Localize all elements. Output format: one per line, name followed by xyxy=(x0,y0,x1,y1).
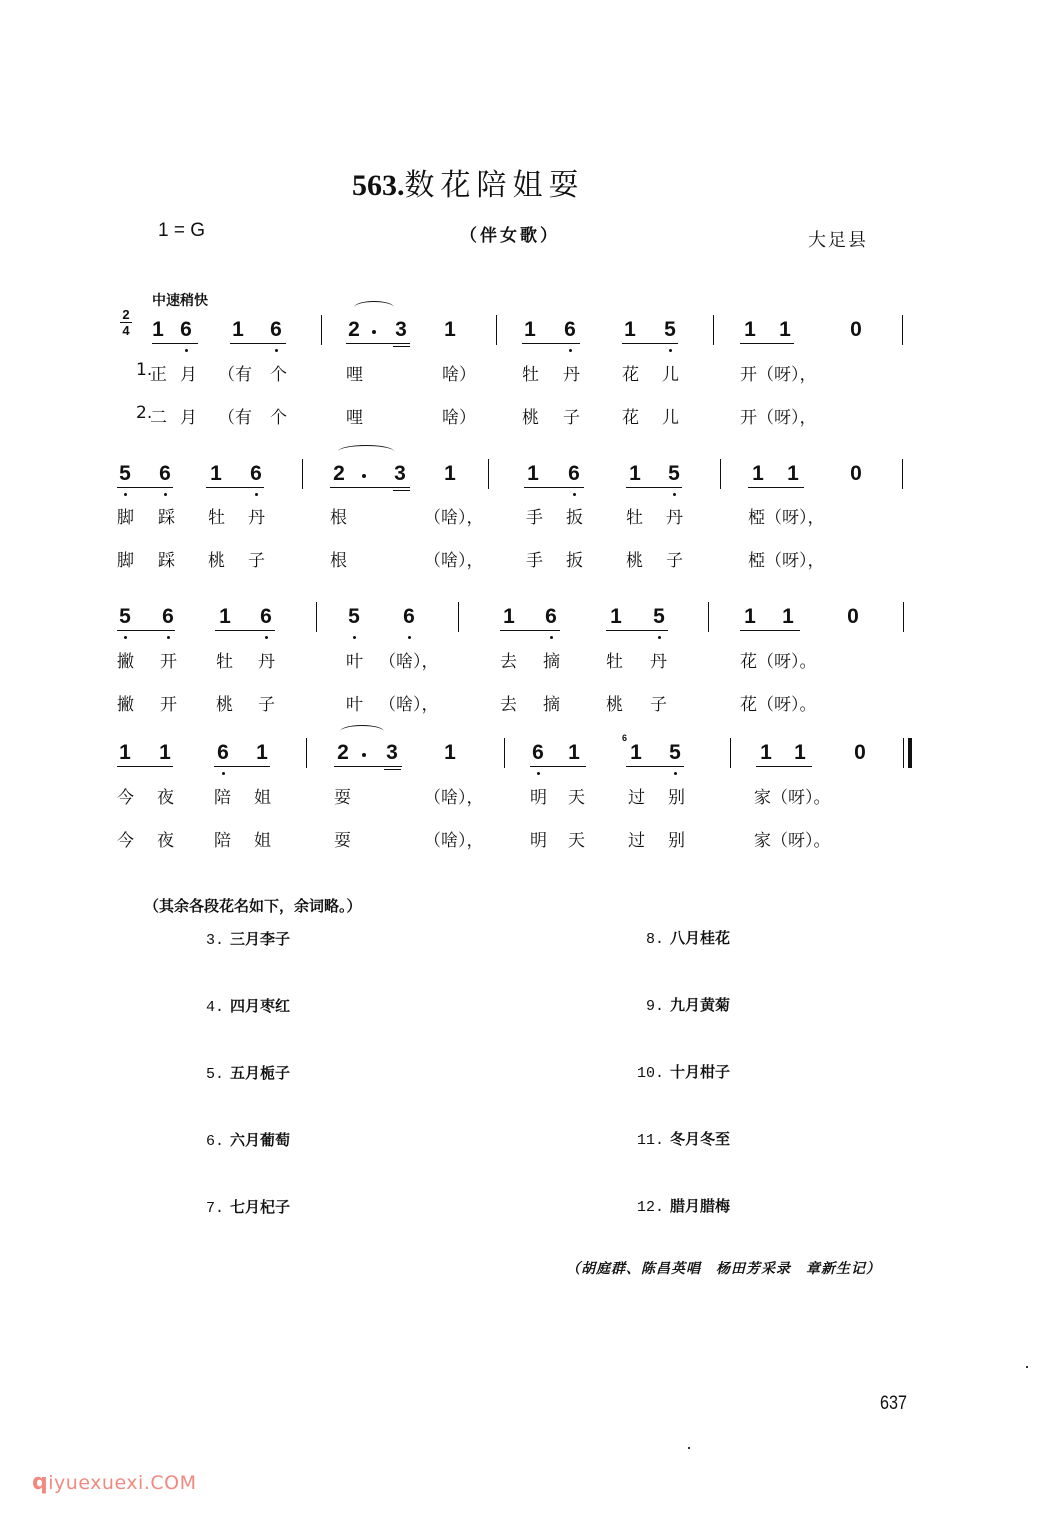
flower-item xyxy=(206,995,290,1016)
note: 6 xyxy=(566,463,582,485)
flower-number: 3. xyxy=(206,932,225,949)
watermark-logo-q: q xyxy=(32,1470,49,1495)
lyric: 牡 xyxy=(626,508,643,528)
lyric-verse-number: 2. xyxy=(136,403,153,423)
note: 6 xyxy=(543,606,559,628)
note: 6 xyxy=(268,319,284,341)
lyric: 丹 xyxy=(248,508,265,528)
remarks-note: （其余各段花名如下，余词略。） xyxy=(144,897,362,915)
flower-name: 六月葡萄 xyxy=(230,1131,291,1149)
flower-name: 腊月腊梅 xyxy=(670,1197,731,1215)
note: 1 xyxy=(232,318,244,341)
time-signature xyxy=(120,308,132,337)
flower-item xyxy=(206,928,290,949)
flower-name: 七月杞子 xyxy=(230,1198,291,1216)
note: 1 xyxy=(794,741,806,764)
rest: 0 xyxy=(850,318,862,341)
underline-beam xyxy=(393,490,410,491)
note: 6 xyxy=(258,606,274,628)
augmentation-dot xyxy=(372,330,376,334)
note: 5 xyxy=(666,463,682,485)
barline xyxy=(488,459,489,489)
note: 1 xyxy=(256,741,268,764)
flower-name: 冬月冬至 xyxy=(670,1130,731,1148)
lyric: 子 xyxy=(248,551,265,571)
lyric: 花（呀）。 xyxy=(740,652,817,672)
lyric: 叶 xyxy=(346,695,363,715)
flower-name: 三月李子 xyxy=(230,930,291,948)
slur xyxy=(338,445,394,458)
lyric: 明 xyxy=(530,831,547,851)
flower-name: 五月栀子 xyxy=(230,1064,291,1082)
note: 5 xyxy=(117,606,133,628)
note: 1 xyxy=(568,741,580,764)
lyric: 撇 xyxy=(117,695,134,715)
lyric: 椏（呀）， xyxy=(748,508,825,528)
note: 6 xyxy=(562,319,578,341)
flower-number: 4. xyxy=(206,999,225,1016)
lyric: 子 xyxy=(258,695,275,715)
note: 5 xyxy=(117,463,133,485)
lyric: （啥）， xyxy=(424,551,484,571)
flower-number: 7. xyxy=(206,1200,225,1217)
lyric: 姐 xyxy=(254,788,271,808)
slur xyxy=(354,301,394,314)
lyric: 哩 xyxy=(346,365,363,385)
note: 5 xyxy=(662,319,678,341)
lyric: 啥） xyxy=(442,408,476,428)
flower-item xyxy=(646,994,730,1015)
lyric: （啥）， xyxy=(424,508,484,528)
note: 3 xyxy=(395,318,407,341)
underline-beam xyxy=(740,630,800,631)
note: 1 xyxy=(782,605,794,628)
lyric: 儿 xyxy=(662,365,679,385)
note: 1 xyxy=(787,462,799,485)
flower-name: 九月黄菊 xyxy=(670,996,731,1014)
note: 1 xyxy=(152,318,164,341)
rest: 0 xyxy=(854,741,866,764)
note: 1 xyxy=(119,741,131,764)
flower-item xyxy=(206,1062,290,1083)
lyric: 丹 xyxy=(666,508,683,528)
barline xyxy=(902,315,903,345)
time-signature-top: 2 xyxy=(122,307,130,322)
lyric: 桃 xyxy=(522,408,539,428)
note: 6 xyxy=(248,463,264,485)
lyric: 花 xyxy=(622,408,639,428)
underline-beam xyxy=(606,630,668,631)
note: 1 xyxy=(624,318,636,341)
lyric: 脚 xyxy=(117,551,134,571)
underline-beam xyxy=(346,343,410,344)
underline-beam xyxy=(748,487,804,488)
barline xyxy=(720,459,721,489)
barline xyxy=(903,602,904,632)
underline-beam xyxy=(393,346,410,347)
lyric: （啥）， xyxy=(379,652,439,672)
note: 1 xyxy=(744,318,756,341)
rest: 0 xyxy=(850,462,862,485)
lyric: 桃 xyxy=(626,551,643,571)
underline-beam xyxy=(530,766,586,767)
flower-name: 八月桂花 xyxy=(670,929,731,947)
lyric: 姐 xyxy=(254,831,271,851)
scan-speck xyxy=(1026,1366,1028,1368)
lyric: 二 xyxy=(150,408,167,428)
note: 1 xyxy=(760,741,772,764)
augmentation-dot xyxy=(362,474,366,478)
underline-beam xyxy=(740,343,794,344)
lyric: 桃 xyxy=(606,695,623,715)
lyric: 正 xyxy=(150,365,167,385)
lyric: （啥）， xyxy=(424,831,484,851)
lyric: 陪 xyxy=(214,788,231,808)
lyric: 个 xyxy=(270,408,287,428)
lyric: （有 xyxy=(218,408,252,428)
note: 1 xyxy=(744,605,756,628)
flower-item xyxy=(206,1129,290,1150)
lyric: 踩 xyxy=(158,508,175,528)
barline xyxy=(708,602,709,632)
credits: （胡庭群、陈昌英唱 杨田芳采录 章新生记） xyxy=(566,1261,881,1277)
barline xyxy=(316,602,317,632)
barline xyxy=(713,315,714,345)
barline xyxy=(302,459,303,489)
note: 6 xyxy=(215,742,231,764)
lyric: 牡 xyxy=(216,652,233,672)
note: 6 xyxy=(401,606,417,628)
lyric: 夜 xyxy=(157,831,174,851)
underline-beam xyxy=(330,487,410,488)
lyric: 根 xyxy=(330,508,347,528)
tempo-marking: 中速稍快 xyxy=(152,293,208,309)
lyric: 儿 xyxy=(662,408,679,428)
lyric: 开（呀）， xyxy=(740,408,817,428)
note: 1 xyxy=(444,318,456,341)
note: 1 xyxy=(779,318,791,341)
note: 3 xyxy=(394,462,406,485)
note: 2 xyxy=(348,318,360,341)
lyric: （啥）， xyxy=(424,788,484,808)
note: 6 xyxy=(530,742,546,764)
lyric: 月 xyxy=(180,365,197,385)
flower-number: 5. xyxy=(206,1066,225,1083)
flower-item xyxy=(646,927,730,948)
flower-number: 6. xyxy=(206,1133,225,1150)
lyric: 开 xyxy=(160,695,177,715)
lyric: 撇 xyxy=(117,652,134,672)
barline xyxy=(306,738,307,768)
barline xyxy=(496,315,497,345)
lyric: 花 xyxy=(622,365,639,385)
lyric-verse-number: 1. xyxy=(136,360,153,380)
lyric: 今 xyxy=(117,831,134,851)
note: 5 xyxy=(667,742,683,764)
lyric: 踩 xyxy=(158,551,175,571)
key-signature: 1 = G xyxy=(158,220,205,241)
flower-number: 8. xyxy=(646,931,665,948)
flower-item xyxy=(637,1061,730,1082)
time-signature-bottom: 4 xyxy=(122,323,130,338)
page-number: 637 xyxy=(880,1393,907,1414)
lyric: 家（呀）。 xyxy=(754,831,831,851)
flower-number: 12. xyxy=(637,1199,665,1216)
flower-number: 11. xyxy=(637,1132,665,1149)
note: 1 xyxy=(444,741,456,764)
lyric: （有 xyxy=(218,365,252,385)
song-subtitle: （伴女歌） xyxy=(460,226,560,246)
lyric: 子 xyxy=(563,408,580,428)
grace-note: 6 xyxy=(622,733,628,743)
lyric: 摘 xyxy=(543,695,560,715)
underline-beam xyxy=(117,630,175,631)
lyric: 子 xyxy=(650,695,667,715)
rest: 0 xyxy=(847,605,859,628)
lyric: （啥）， xyxy=(379,695,439,715)
barline xyxy=(321,315,322,345)
underline-beam xyxy=(117,487,173,488)
flower-item xyxy=(637,1195,730,1216)
note: 5 xyxy=(346,606,362,628)
note: 1 xyxy=(527,462,539,485)
flower-number: 10. xyxy=(637,1065,665,1082)
lyric: 牡 xyxy=(522,365,539,385)
underline-beam xyxy=(152,343,198,344)
underline-beam xyxy=(524,487,584,488)
final-barline xyxy=(903,738,912,768)
lyric: 今 xyxy=(117,788,134,808)
lyric: 摘 xyxy=(543,652,560,672)
lyric: 桃 xyxy=(216,695,233,715)
lyric: 丹 xyxy=(650,652,667,672)
lyric: 月 xyxy=(180,408,197,428)
note: 2 xyxy=(337,741,349,764)
note: 1 xyxy=(630,741,642,764)
lyric: 别 xyxy=(668,831,685,851)
underline-beam xyxy=(230,343,286,344)
note: 6 xyxy=(160,606,176,628)
region-label: 大足县 xyxy=(808,230,868,251)
lyric: 别 xyxy=(668,788,685,808)
lyric: 手 xyxy=(526,551,543,571)
song-title-text: 数花陪姐耍 xyxy=(404,168,585,203)
flower-name: 四月枣红 xyxy=(230,997,291,1015)
note: 5 xyxy=(651,606,667,628)
note: 1 xyxy=(629,462,641,485)
lyric: 天 xyxy=(568,831,585,851)
lyric: 夜 xyxy=(157,788,174,808)
lyric: 陪 xyxy=(214,831,231,851)
watermark xyxy=(32,1470,197,1495)
underline-beam xyxy=(626,487,682,488)
note: 6 xyxy=(178,319,194,341)
lyric: 去 xyxy=(500,695,517,715)
lyric: 扳 xyxy=(566,551,583,571)
underline-beam xyxy=(384,769,401,770)
flower-number: 9. xyxy=(646,998,665,1015)
lyric: 耍 xyxy=(334,831,351,851)
lyric: 叶 xyxy=(346,652,363,672)
underline-beam xyxy=(522,343,580,344)
underline-beam xyxy=(756,766,812,767)
note: 6 xyxy=(157,463,173,485)
song-title xyxy=(352,160,585,204)
barline xyxy=(730,738,731,768)
lyric: 明 xyxy=(530,788,547,808)
lyric: 子 xyxy=(666,551,683,571)
note: 3 xyxy=(386,741,398,764)
lyric: 丹 xyxy=(563,365,580,385)
lyric: 去 xyxy=(500,652,517,672)
note: 1 xyxy=(219,605,231,628)
note: 1 xyxy=(524,318,536,341)
lyric: 手 xyxy=(526,508,543,528)
lyric: 椏（呀）， xyxy=(748,551,825,571)
lyric: 家（呀）。 xyxy=(754,788,831,808)
augmentation-dot xyxy=(362,753,366,757)
underline-beam xyxy=(215,630,275,631)
lyric: 天 xyxy=(568,788,585,808)
flower-item xyxy=(637,1128,730,1149)
underline-beam xyxy=(622,343,678,344)
lyric: 丹 xyxy=(258,652,275,672)
underline-beam xyxy=(626,766,684,767)
lyric: 牡 xyxy=(606,652,623,672)
lyric: 牡 xyxy=(208,508,225,528)
lyric: 开（呀）， xyxy=(740,365,817,385)
underline-beam xyxy=(500,630,560,631)
lyric: 桃 xyxy=(208,551,225,571)
lyric: 啥） xyxy=(442,365,476,385)
flower-item xyxy=(206,1196,290,1217)
lyric: 耍 xyxy=(334,788,351,808)
lyric: 哩 xyxy=(346,408,363,428)
underline-beam xyxy=(117,766,173,767)
underline-beam xyxy=(206,487,264,488)
lyric: 花（呀）。 xyxy=(740,695,817,715)
underline-beam xyxy=(214,766,270,767)
lyric: 扳 xyxy=(566,508,583,528)
barline xyxy=(504,738,505,768)
note: 1 xyxy=(610,605,622,628)
lyric: 开 xyxy=(160,652,177,672)
note: 1 xyxy=(503,605,515,628)
underline-beam xyxy=(334,766,402,767)
note: 1 xyxy=(210,462,222,485)
note: 1 xyxy=(444,462,456,485)
scan-speck xyxy=(688,1447,690,1449)
barline xyxy=(902,459,903,489)
lyric: 脚 xyxy=(117,508,134,528)
note: 2 xyxy=(333,462,345,485)
flower-name: 十月柑子 xyxy=(670,1063,731,1081)
note: 1 xyxy=(752,462,764,485)
lyric: 过 xyxy=(628,788,645,808)
lyric: 过 xyxy=(628,831,645,851)
song-number: 563. xyxy=(352,169,405,202)
slur xyxy=(340,725,384,738)
watermark-text: iyuexuexi.COM xyxy=(48,1472,197,1494)
lyric: 个 xyxy=(270,365,287,385)
lyric: 根 xyxy=(330,551,347,571)
note: 1 xyxy=(159,741,171,764)
barline xyxy=(458,602,459,632)
